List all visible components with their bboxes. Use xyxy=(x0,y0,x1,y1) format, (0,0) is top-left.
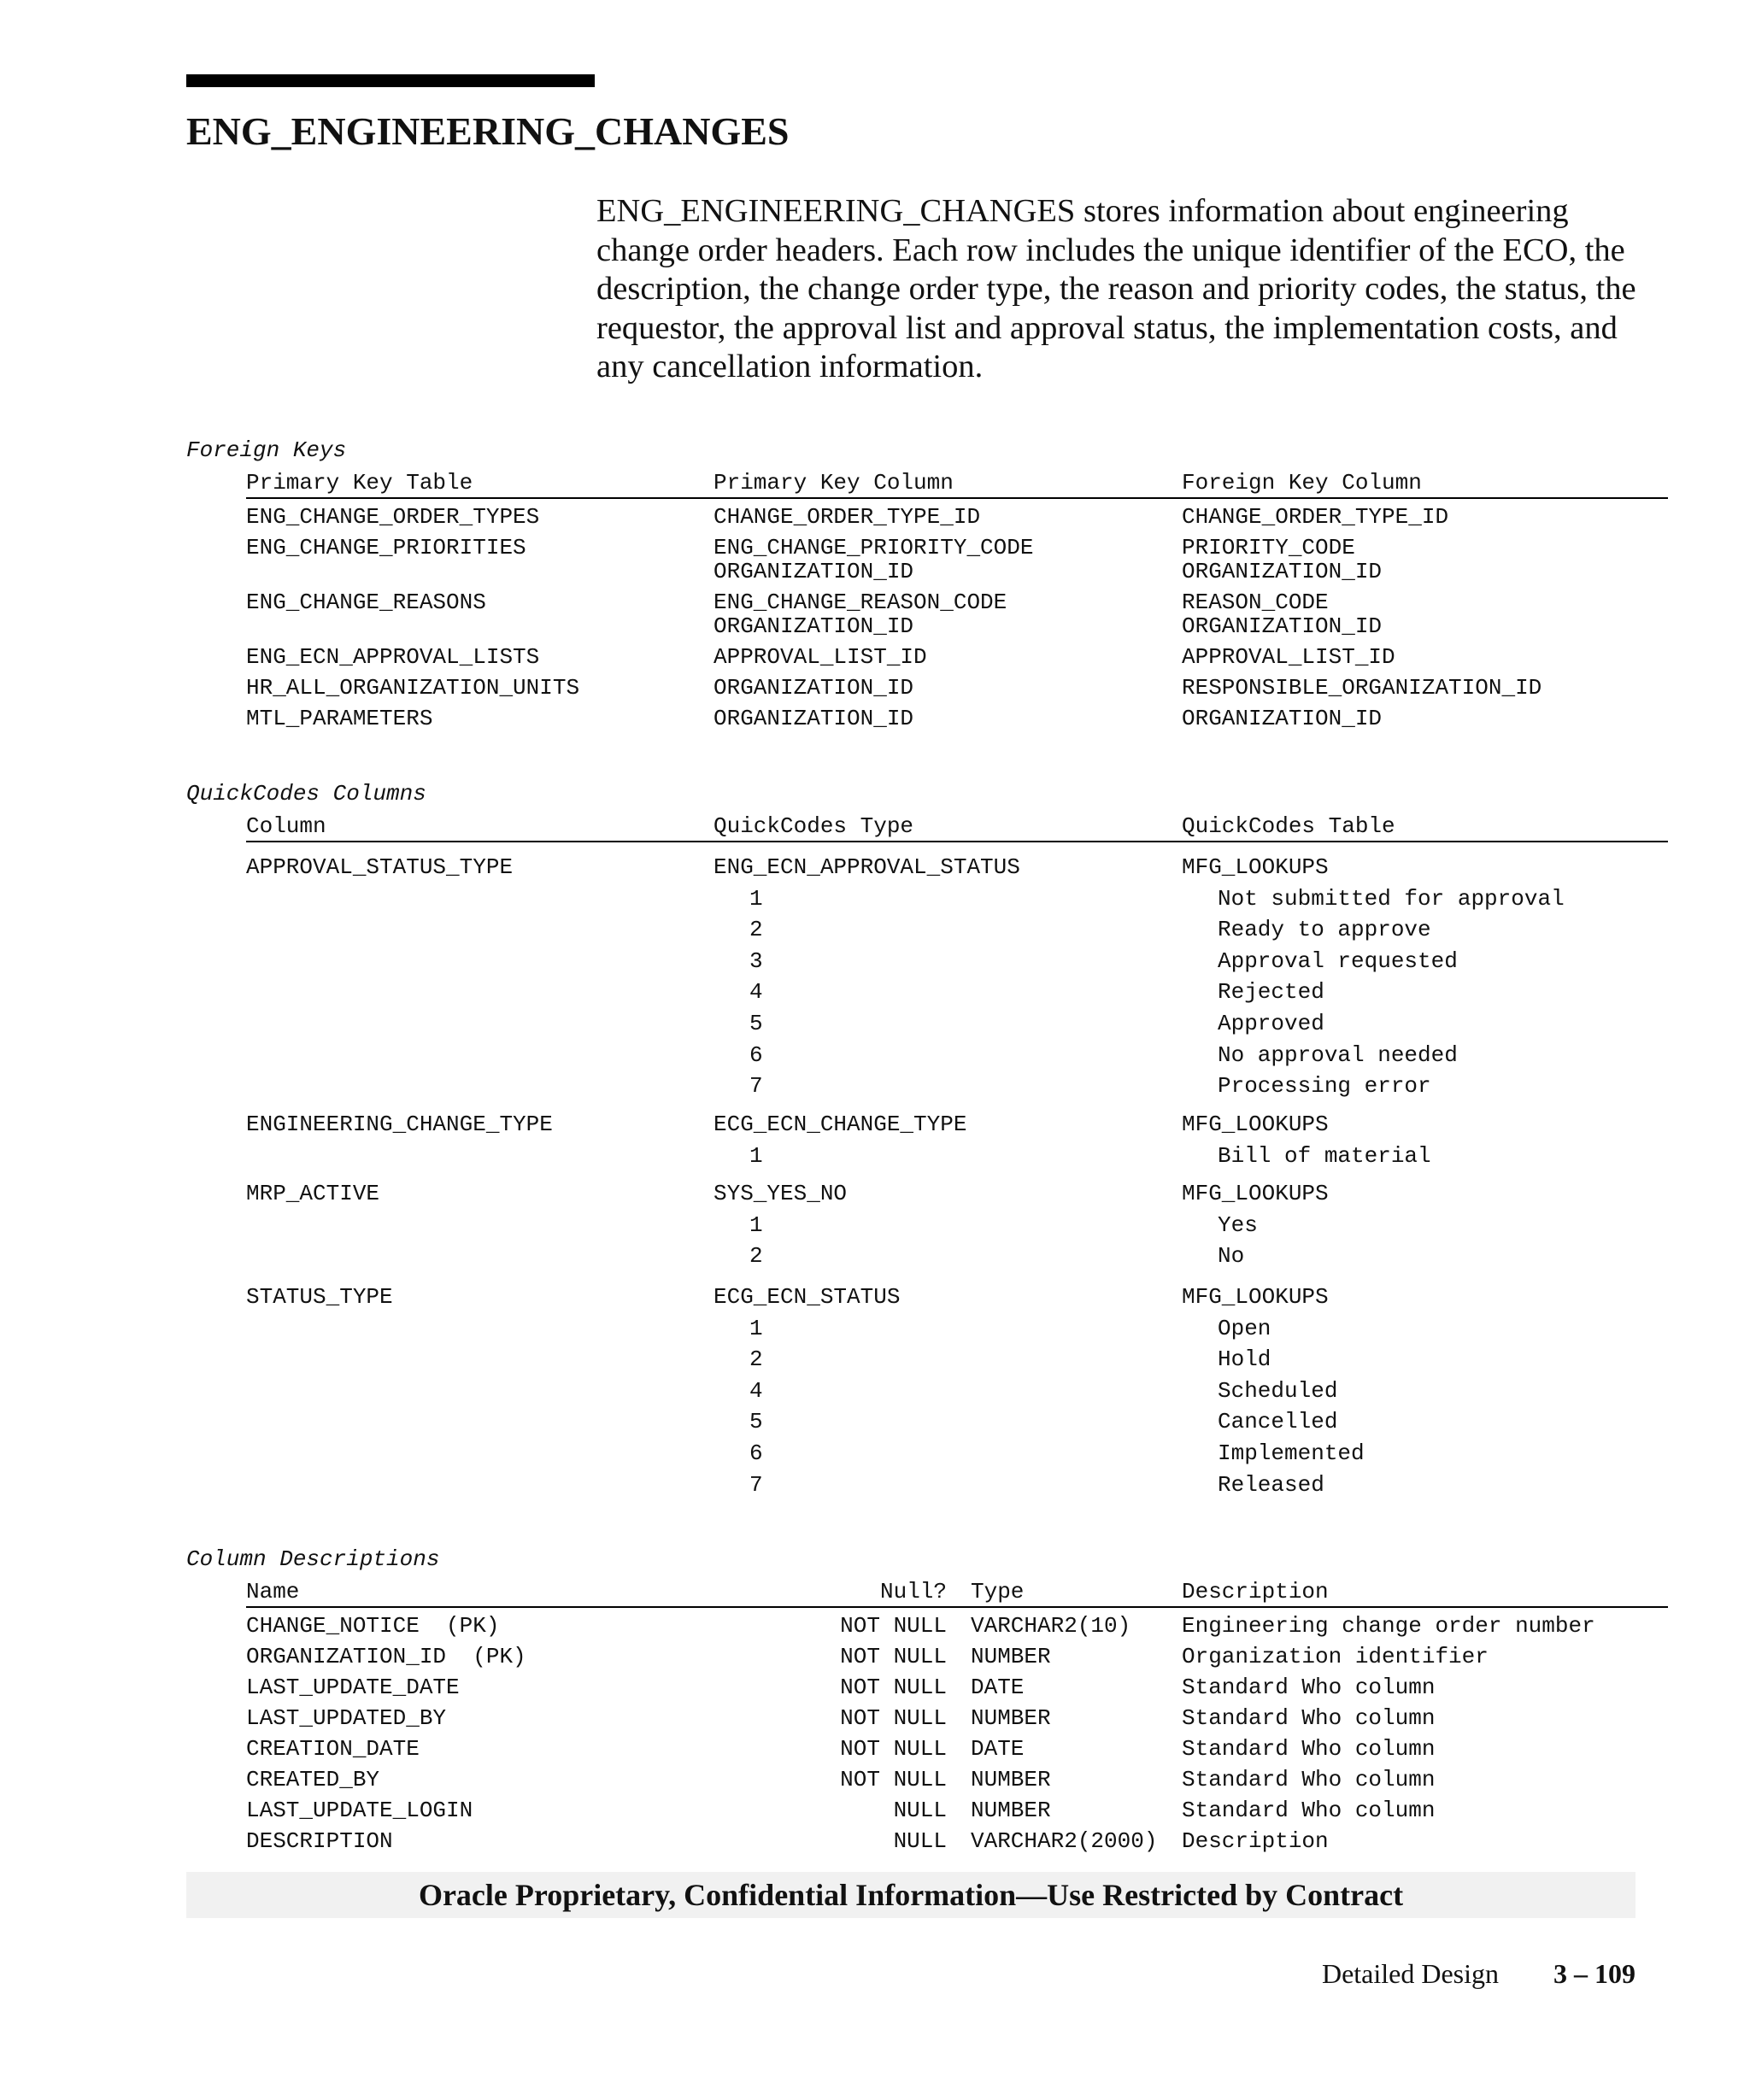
quickcode-value-row xyxy=(0,1345,1750,1376)
foreign-keys-header xyxy=(246,468,1668,499)
quickcode-value-row xyxy=(0,915,1750,946)
cd-description: Standard Who column xyxy=(1182,1675,1436,1700)
qc-type: ENG_ECN_APPROVAL_STATUS xyxy=(714,854,1020,880)
quickcode-group-row xyxy=(0,1282,1750,1313)
fk-foreign-key-column: RESPONSIBLE_ORGANIZATION_ID xyxy=(1182,675,1542,701)
table-row xyxy=(0,673,1750,704)
qc-column-name: STATUS_TYPE xyxy=(246,1284,393,1310)
qc-type: SYS_YES_NO xyxy=(714,1181,848,1206)
cd-header-description: Description xyxy=(1182,1579,1329,1604)
table-row xyxy=(0,704,1750,735)
qc-code: 6 xyxy=(749,1041,763,1068)
quickcode-value-row xyxy=(0,1376,1750,1407)
cd-description: Organization identifier xyxy=(1182,1644,1489,1669)
quickcode-value-row xyxy=(0,977,1750,1008)
quickcode-value-row xyxy=(0,947,1750,977)
qc-header-table: QuickCodes Table xyxy=(1182,813,1395,839)
table-row xyxy=(0,612,1750,642)
quickcode-group-row xyxy=(0,1179,1750,1210)
cd-description: Engineering change order number xyxy=(1182,1613,1595,1639)
qc-code: 4 xyxy=(749,979,763,1006)
quickcode-value-row xyxy=(0,1314,1750,1345)
cd-name: CHANGE_NOTICE (PK) xyxy=(246,1613,500,1639)
qc-meaning: Rejected xyxy=(1218,979,1324,1006)
cd-null: NOT NULL xyxy=(840,1675,947,1700)
cd-type: DATE xyxy=(971,1736,1025,1762)
table-row xyxy=(0,502,1750,533)
table-row xyxy=(0,1765,1750,1796)
qc-meaning: Open xyxy=(1218,1315,1271,1341)
qc-meaning: Implemented xyxy=(1218,1440,1365,1466)
fk-foreign-key-column: ORGANIZATION_ID xyxy=(1182,559,1383,584)
fk-header-pk-column: Primary Key Column xyxy=(714,470,954,496)
quickcode-value-row xyxy=(0,1009,1750,1040)
table-row xyxy=(0,1704,1750,1734)
fk-primary-key-table: ENG_CHANGE_PRIORITIES xyxy=(246,535,526,560)
cd-name: LAST_UPDATE_DATE xyxy=(246,1675,460,1700)
cd-header-null: Null? xyxy=(879,1579,947,1604)
fk-foreign-key-column: ORGANIZATION_ID xyxy=(1182,706,1383,731)
qc-header-column: Column xyxy=(246,813,326,839)
cd-null: NOT NULL xyxy=(840,1736,947,1762)
qc-meaning: Approved xyxy=(1218,1011,1324,1036)
qc-table: MFG_LOOKUPS xyxy=(1182,1112,1329,1137)
qc-code: 2 xyxy=(749,1346,763,1373)
title-rule xyxy=(186,74,595,87)
qc-code: 2 xyxy=(749,1243,763,1270)
table-row xyxy=(0,557,1750,588)
table-row xyxy=(0,1642,1750,1673)
qc-meaning: Yes xyxy=(1218,1211,1258,1238)
cd-description: Standard Who column xyxy=(1182,1705,1436,1731)
qc-column-name: ENGINEERING_CHANGE_TYPE xyxy=(246,1112,553,1137)
fk-primary-key-column: ORGANIZATION_ID xyxy=(714,706,914,731)
fk-primary-key-column: CHANGE_ORDER_TYPE_ID xyxy=(714,504,981,530)
quickcode-value-row xyxy=(0,1141,1750,1172)
quickcode-group-row xyxy=(0,1110,1750,1141)
cd-type: NUMBER xyxy=(971,1644,1051,1669)
column-descriptions-label: Column Descriptions xyxy=(186,1546,440,1572)
fk-foreign-key-column: CHANGE_ORDER_TYPE_ID xyxy=(1182,504,1449,530)
confidentiality-banner: Oracle Proprietary, Confidential Information––Use Restricted by Contract xyxy=(186,1872,1635,1918)
qc-table: MFG_LOOKUPS xyxy=(1182,1284,1329,1310)
fk-primary-key-column: ORGANIZATION_ID xyxy=(714,675,914,701)
qc-meaning: Cancelled xyxy=(1218,1409,1338,1435)
qc-column-name: MRP_ACTIVE xyxy=(246,1181,380,1206)
cd-null: NOT NULL xyxy=(840,1644,947,1669)
footer-page-number: 3 – 109 xyxy=(1553,1958,1635,1989)
table-row xyxy=(0,1796,1750,1827)
qc-meaning: Not submitted for approval xyxy=(1218,885,1565,912)
fk-primary-key-table: ENG_CHANGE_ORDER_TYPES xyxy=(246,504,540,530)
qc-code: 1 xyxy=(749,1211,763,1238)
cd-type: VARCHAR2(10) xyxy=(971,1613,1131,1639)
qc-code: 5 xyxy=(749,1409,763,1435)
qc-code: 6 xyxy=(749,1440,763,1466)
quickcodes-header xyxy=(246,812,1668,842)
qc-code: 7 xyxy=(749,1073,763,1100)
cd-type: VARCHAR2(2000) xyxy=(971,1828,1158,1854)
quickcode-value-row xyxy=(0,1041,1750,1071)
fk-primary-key-column: APPROVAL_LIST_ID xyxy=(714,644,927,670)
quickcodes-label: QuickCodes Columns xyxy=(186,781,426,807)
qc-code: 4 xyxy=(749,1377,763,1404)
cd-description: Standard Who column xyxy=(1182,1767,1436,1792)
table-row xyxy=(0,1611,1750,1642)
quickcode-value-row xyxy=(0,884,1750,915)
fk-primary-key-table: ENG_CHANGE_REASONS xyxy=(246,590,486,615)
fk-header-fk-column: Foreign Key Column xyxy=(1182,470,1422,496)
table-row xyxy=(0,1827,1750,1857)
fk-foreign-key-column: PRIORITY_CODE xyxy=(1182,535,1355,560)
qc-code: 1 xyxy=(749,885,763,912)
quickcode-value-row xyxy=(0,1407,1750,1438)
qc-code: 3 xyxy=(749,947,763,974)
table-row xyxy=(0,642,1750,673)
cd-null: NOT NULL xyxy=(840,1705,947,1731)
fk-primary-key-column: ORGANIZATION_ID xyxy=(714,613,914,639)
qc-column-name: APPROVAL_STATUS_TYPE xyxy=(246,854,514,880)
cd-name: ORGANIZATION_ID (PK) xyxy=(246,1644,526,1669)
quickcode-value-row xyxy=(0,1241,1750,1272)
cd-null: NULL xyxy=(893,1828,947,1854)
qc-code: 5 xyxy=(749,1011,763,1036)
quickcode-value-row xyxy=(0,1470,1750,1501)
quickcode-value-row xyxy=(0,1211,1750,1241)
qc-table: MFG_LOOKUPS xyxy=(1182,854,1329,880)
cd-description: Standard Who column xyxy=(1182,1798,1436,1823)
intro-paragraph: ENG_ENGINEERING_CHANGES stores information about engineering change order headers. Each row includes the unique identifier of the ECO, the description, the change order type, the reason and priority codes, the status, the requestor, the approval list and approval status, the implementation costs, and any cancellation information. xyxy=(596,193,1636,384)
cd-header-name: Name xyxy=(246,1579,300,1604)
cd-type: NUMBER xyxy=(971,1705,1051,1731)
footer-section: Detailed Design xyxy=(1321,1958,1499,1989)
qc-meaning: Approval requested xyxy=(1218,947,1458,974)
qc-meaning: No xyxy=(1218,1243,1245,1270)
fk-primary-key-column: ORGANIZATION_ID xyxy=(714,559,914,584)
cd-null: NULL xyxy=(893,1798,947,1823)
fk-primary-key-table: HR_ALL_ORGANIZATION_UNITS xyxy=(246,675,580,701)
foreign-keys-label: Foreign Keys xyxy=(186,437,347,463)
qc-code: 1 xyxy=(749,1315,763,1341)
fk-primary-key-table: ENG_ECN_APPROVAL_LISTS xyxy=(246,644,540,670)
cd-name: CREATION_DATE xyxy=(246,1736,420,1762)
quickcode-group-row xyxy=(0,853,1750,883)
qc-meaning: Released xyxy=(1218,1471,1324,1498)
qc-meaning: No approval needed xyxy=(1218,1041,1458,1068)
cd-header-type: Type xyxy=(971,1579,1025,1604)
qc-type: ECG_ECN_CHANGE_TYPE xyxy=(714,1112,967,1137)
fk-primary-key-table: MTL_PARAMETERS xyxy=(246,706,433,731)
qc-meaning: Scheduled xyxy=(1218,1377,1338,1404)
cd-description: Standard Who column xyxy=(1182,1736,1436,1762)
table-row xyxy=(0,1734,1750,1765)
cd-name: DESCRIPTION xyxy=(246,1828,393,1854)
fk-primary-key-column: ENG_CHANGE_REASON_CODE xyxy=(714,590,1007,615)
cd-name: LAST_UPDATE_LOGIN xyxy=(246,1798,473,1823)
fk-foreign-key-column: ORGANIZATION_ID xyxy=(1182,613,1383,639)
cd-null: NOT NULL xyxy=(840,1613,947,1639)
qc-code: 1 xyxy=(749,1142,763,1169)
cd-type: DATE xyxy=(971,1675,1025,1700)
quickcode-value-row xyxy=(0,1071,1750,1102)
cd-name: CREATED_BY xyxy=(246,1767,380,1792)
fk-foreign-key-column: APPROVAL_LIST_ID xyxy=(1182,644,1395,670)
column-descriptions-header xyxy=(246,1577,1668,1608)
fk-primary-key-column: ENG_CHANGE_PRIORITY_CODE xyxy=(714,535,1034,560)
qc-meaning: Ready to approve xyxy=(1218,917,1431,943)
fk-header-pk-table: Primary Key Table xyxy=(246,470,473,496)
cd-description: Description xyxy=(1182,1828,1329,1854)
cd-type: NUMBER xyxy=(971,1798,1051,1823)
page-title: ENG_ENGINEERING_CHANGES xyxy=(186,109,790,153)
qc-meaning: Bill of material xyxy=(1218,1142,1431,1169)
cd-type: NUMBER xyxy=(971,1767,1051,1792)
cd-name: LAST_UPDATED_BY xyxy=(246,1705,447,1731)
qc-meaning: Processing error xyxy=(1218,1073,1431,1100)
table-row xyxy=(0,1673,1750,1704)
qc-meaning: Hold xyxy=(1218,1346,1271,1373)
qc-table: MFG_LOOKUPS xyxy=(1182,1181,1329,1206)
qc-header-type: QuickCodes Type xyxy=(714,813,914,839)
cd-null: NOT NULL xyxy=(840,1767,947,1792)
qc-code: 7 xyxy=(749,1471,763,1498)
qc-code: 2 xyxy=(749,917,763,943)
fk-foreign-key-column: REASON_CODE xyxy=(1182,590,1329,615)
quickcode-value-row xyxy=(0,1439,1750,1469)
qc-type: ECG_ECN_STATUS xyxy=(714,1284,901,1310)
